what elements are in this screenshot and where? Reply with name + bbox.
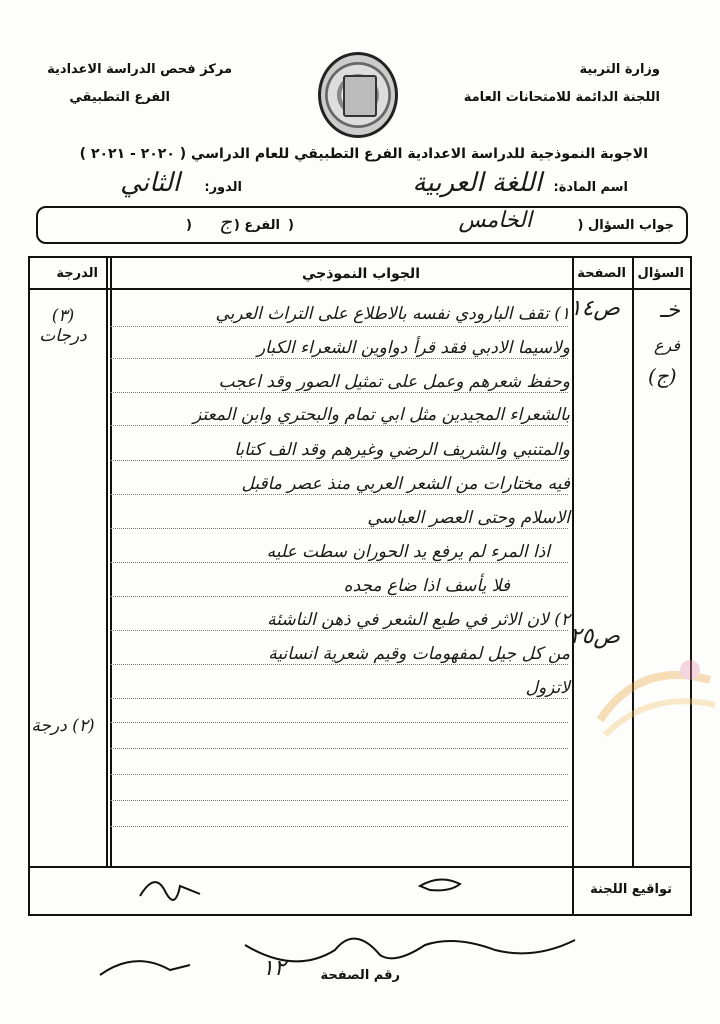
grade-1: (٣) درجات xyxy=(39,306,87,346)
header-answer: الجواب النموذجي xyxy=(301,266,420,282)
header-grade: الدرجة xyxy=(56,266,98,281)
branch-value: ج xyxy=(219,210,232,234)
answer-line: بالشعراء المجيدين مثل ابي تمام والبحتري وابن المعتز xyxy=(193,405,570,425)
round-value: الثاني xyxy=(120,168,180,198)
ministry-name: وزارة التربية xyxy=(579,62,660,77)
watermark-logo xyxy=(590,640,720,750)
subject-label: اسم المادة: xyxy=(553,180,628,195)
branch-label: الفرع ( xyxy=(233,218,280,233)
grade-2: (٢) درجة xyxy=(31,716,95,736)
branch-close: ) xyxy=(186,218,192,233)
answer-line: ولاسيما الادبي فقد قرأ دواوين الشعراء الكبار xyxy=(256,338,570,358)
page-ref-1: ص١٤ xyxy=(569,296,620,321)
answer-line: ١) تقف البارودي نفسه بالاطلاع على التراث العربي xyxy=(215,304,570,324)
answer-line: والمتنبي والشريف الرضي وغيرهم وقد الف كتابا xyxy=(234,440,570,460)
header-question: السؤال xyxy=(637,266,684,281)
answer-line: الاسلام وحتى العصر العباسي xyxy=(367,508,570,528)
subject-value: اللغة العربية xyxy=(412,168,542,198)
page-ref-2: ص٢٥ xyxy=(569,624,620,649)
answer-line: لاتزول xyxy=(525,678,570,698)
round-label: الدور: xyxy=(204,180,242,195)
question-number: خـ xyxy=(659,298,680,323)
answer-line: وحفظ شعرهم وعمل على تمثيل الصور وقد اعجب xyxy=(218,372,570,392)
answer-line: فيه مختارات من الشعر العربي منذ عصر ماقبل xyxy=(241,474,570,494)
sub-label: فرع xyxy=(653,336,680,355)
question-value: الخامس xyxy=(458,208,532,233)
header-page: الصفحة xyxy=(577,266,626,281)
sub-branch: (ج) xyxy=(648,364,677,388)
answer-line: ٢) لان الاثر في طبع الشعر في ذهن الناشئة xyxy=(267,610,570,630)
committee-name: اللجنة الدائمة للامتحانات العامة xyxy=(463,90,660,105)
bottom-signatures xyxy=(95,915,675,995)
branch-name: الفرع التطبيقي xyxy=(69,90,170,105)
signature-marks xyxy=(120,866,560,916)
exam-center-name: مركز فحص الدراسة الاعدادية xyxy=(47,62,232,77)
answer-line: من كل جيل لمفهومات وقيم شعرية انسانية xyxy=(268,644,570,664)
question-label: جواب السؤال ( xyxy=(577,218,674,233)
page-number-value: ١٢ xyxy=(262,956,286,981)
committee-signatures-label: تواقيع اللجنة xyxy=(590,882,672,897)
question-close: ) xyxy=(288,218,294,233)
ministry-emblem xyxy=(318,52,398,138)
page-number-label: رقم الصفحة xyxy=(320,968,400,983)
poetry-line: فلا يأسف اذا ضاع مجده xyxy=(343,576,510,596)
page-title: الاجوبة النموذجية للدراسة الاعدادية الفرع التطبيقي للعام الدراسي ( ٢٠٢٠ - ٢٠٢١ ) xyxy=(79,146,648,162)
poetry-line: اذا المرء لم يرفع يد الحوران سطت عليه xyxy=(266,542,550,562)
